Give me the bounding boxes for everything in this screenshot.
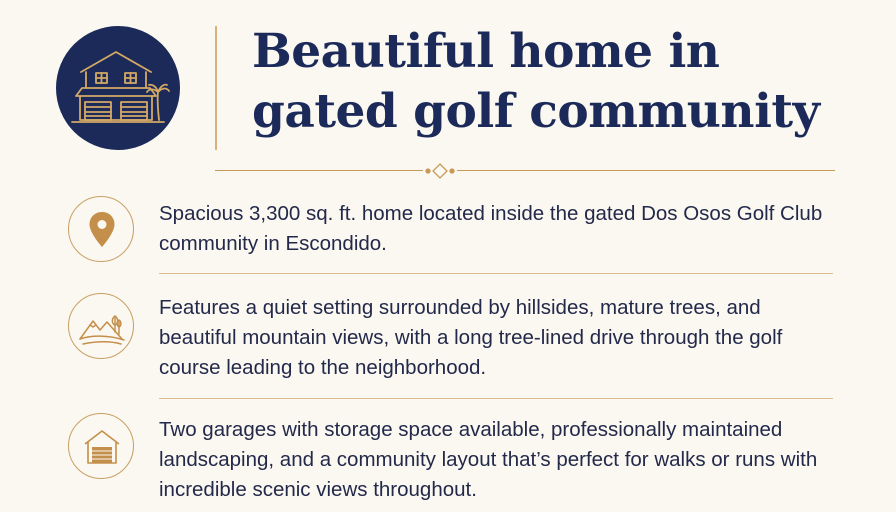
page-title xyxy=(252,22,872,142)
garage-icon-badge xyxy=(68,413,134,479)
feature-divider xyxy=(159,273,833,274)
title-ornament-divider xyxy=(215,161,835,181)
title-line-1: Beautiful home in xyxy=(252,24,720,79)
mountain-icon-badge xyxy=(68,293,134,359)
logo-badge xyxy=(56,26,180,150)
diamond-ornament-icon xyxy=(423,161,457,181)
location-pin-icon xyxy=(69,197,135,263)
header-divider xyxy=(215,26,217,150)
feature-item-setting xyxy=(68,288,836,388)
feature-item-location xyxy=(68,195,836,265)
feature-item-garage xyxy=(68,412,836,508)
feature-text: Spacious 3,300 sq. ft. home located inside the gated Dos Osos Golf Club community in Escondido. xyxy=(159,202,823,255)
location-icon-badge xyxy=(68,196,134,262)
feature-text: Features a quiet setting surrounded by hillsides, mature trees, and beautiful mountain views, with a long tree-lined drive through the golf course leading to the neighborhood. xyxy=(159,296,783,379)
garage-icon xyxy=(69,414,135,480)
title-line-2: gated golf community xyxy=(252,84,820,139)
feature-divider xyxy=(159,398,833,399)
mountain-icon xyxy=(69,294,135,360)
feature-text: Two garages with storage space available, professionally maintained landscaping, and a community layout that’s perfect for walks or runs with incredible scenic views throughout. xyxy=(159,418,818,501)
house-icon xyxy=(56,26,180,150)
